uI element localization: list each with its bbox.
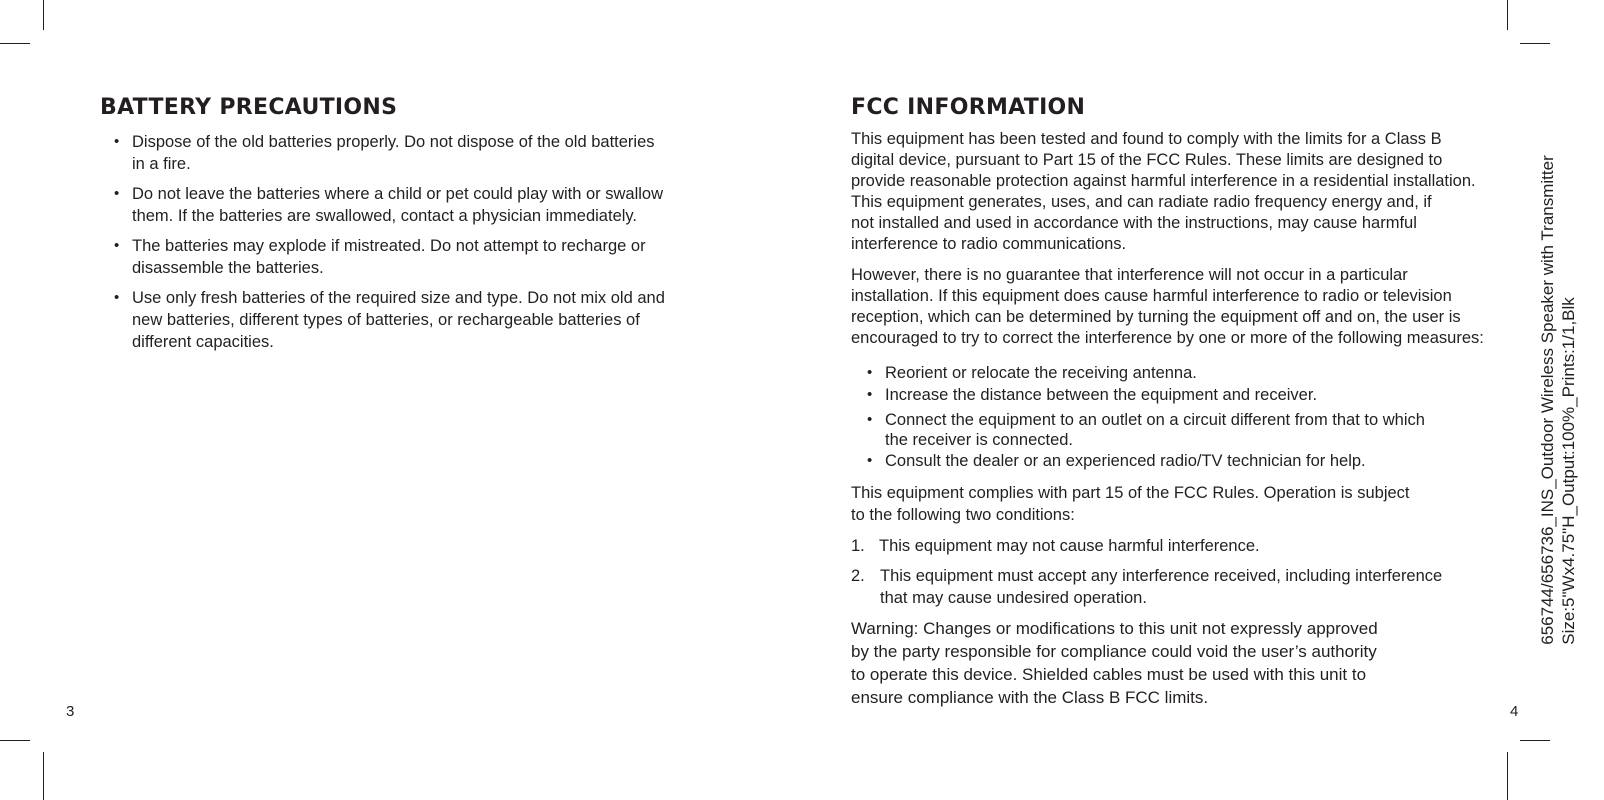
crop-mark [43, 752, 44, 800]
fcc-warning: Warning: Changes or modifications to this unit not expressly approved by the party responsible for compliance could void the user’s authority to operate this device. Shielded cables must be used with this unit to ensure compliance with the Class B FCC limits. [851, 619, 1378, 707]
crop-mark [0, 43, 30, 44]
list-item: • Reorient or relocate the receiving antenna. [867, 364, 1197, 382]
crop-mark [43, 0, 44, 30]
list-item: • Increase the distance between the equipment and receiver. [867, 386, 1318, 404]
slug-line-2: Size:5"Wx4.75"H_Output:100%_Prints:1/1,Blk [1559, 297, 1578, 645]
bullet-icon: • [114, 133, 120, 150]
fcc-measures-list [867, 362, 1425, 472]
crop-mark [1520, 740, 1550, 741]
printer-slug [1537, 155, 1579, 644]
crop-mark [1507, 0, 1508, 30]
bullet-icon: • [867, 364, 873, 381]
list-item: • Dispose of the old batteries properly. Do not dispose of the old batteries in a fire. [114, 133, 655, 173]
fcc-paragraph-compliance: This equipment has been tested and found to comply with the limits for a Class B digital device, pursuant to Part 15 of the FCC Rules. These limits are designed to provide reasonable protection against harmful interference in a residential installation. This equipment generates, uses, and can radiate radio frequency energy and, if not installed and used in accordance with the instructions, may cause harmful interference to radio communications. [851, 130, 1476, 253]
fcc-paragraph-guarantee: However, there is no guarantee that interference will not occur in a particular installation. If this equipment does cause harmful interference to radio or television reception, which can be determined by turning the equipment off and on, the user is encouraged to try to correct the interference by one or more of the following measures: [851, 266, 1484, 347]
list-item: • Do not leave the batteries where a child or pet could play with or swallow them. If the batteries are swallowed, contact a physician immediately. [114, 185, 664, 225]
fcc-information-heading: FCC INFORMATION [851, 95, 1086, 120]
bullet-icon: • [114, 237, 120, 254]
list-item: • Connect the equipment to an outlet on a circuit different from that to which the receiver is connected. [867, 411, 1425, 449]
bullet-icon: • [867, 386, 873, 403]
page-number: 3 [66, 703, 75, 720]
condition-number: 2. [851, 567, 865, 585]
bullet-icon: • [114, 289, 120, 306]
fcc-condition-1: 1. This equipment may not cause harmful interference. [851, 537, 1260, 555]
bullet-icon: • [867, 452, 873, 469]
battery-precautions-heading: BATTERY PRECAUTIONS [100, 95, 398, 120]
list-item: • The batteries may explode if mistreated. Do not attempt to recharge or disassemble the batteries. [114, 237, 646, 277]
fcc-paragraph-part15: This equipment complies with part 15 of the FCC Rules. Operation is subject to the following two conditions: [851, 484, 1410, 524]
slug-line-1: 656744/656736_INS_Outdoor Wireless Speaker with Transmitter [1538, 155, 1557, 645]
bullet-icon: • [867, 411, 873, 428]
bullet-icon: • [114, 185, 120, 202]
page-number: 4 [1510, 703, 1519, 720]
battery-precautions-list [114, 131, 665, 353]
crop-mark [1520, 43, 1550, 44]
list-item: • Use only fresh batteries of the required size and type. Do not mix old and new batteries, different types of batteries, or rechargeable batteries of different capacities. [114, 289, 665, 351]
condition-number: 1. [851, 537, 865, 555]
crop-mark [0, 740, 30, 741]
crop-mark [1507, 752, 1508, 800]
fcc-condition-2: 2. This equipment must accept any interference received, including interference that may cause undesired operation. [851, 567, 1443, 607]
list-item: • Consult the dealer or an experienced radio/TV technician for help. [867, 452, 1366, 470]
